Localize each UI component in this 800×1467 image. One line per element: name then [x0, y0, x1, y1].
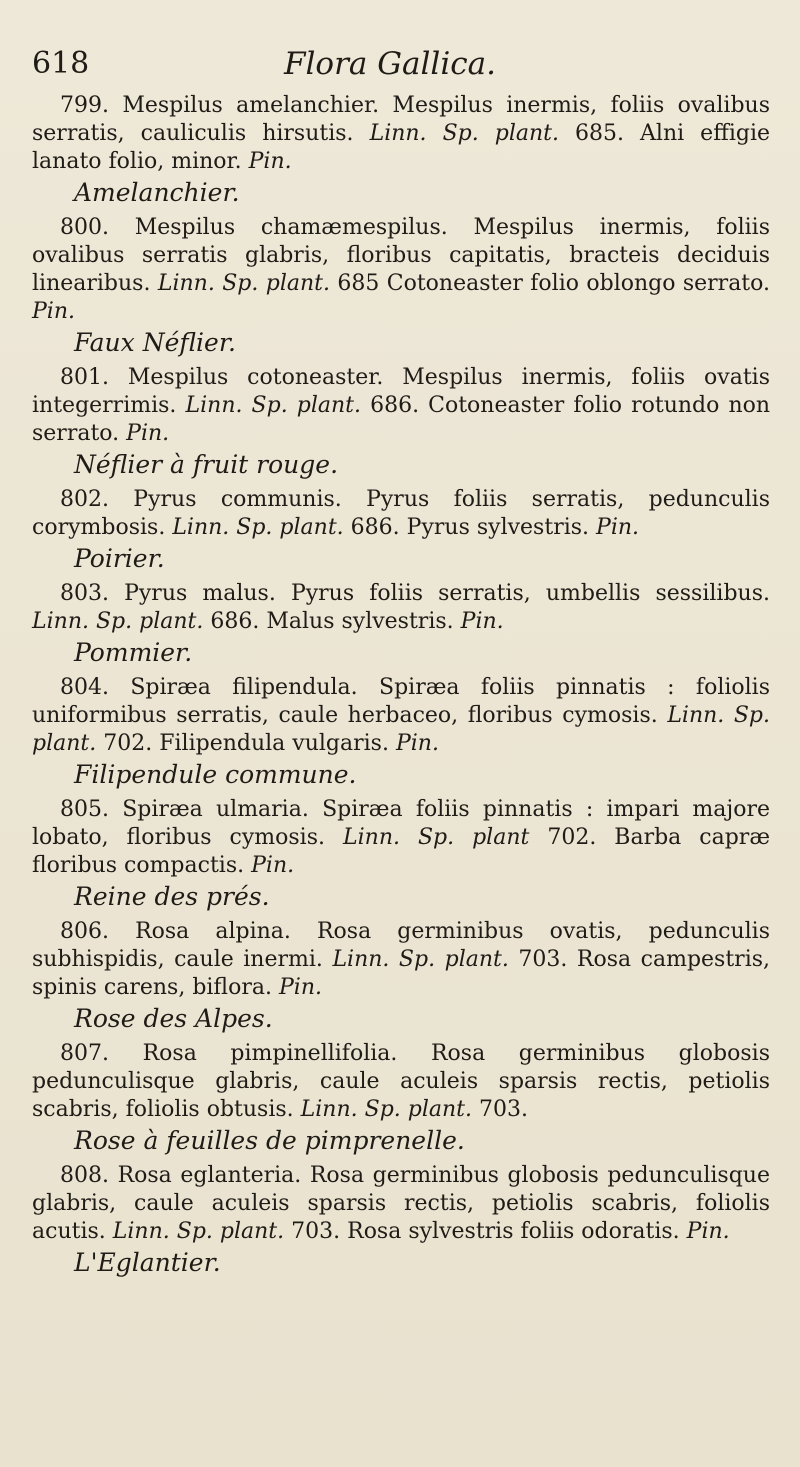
synonym-author: Pin.	[126, 421, 170, 446]
entry-number: 803.	[60, 581, 109, 606]
linnaeus-reference: Linn. Sp. plant.	[332, 947, 509, 972]
synonym-author: Pin.	[395, 731, 439, 756]
entry-808	[32, 1162, 770, 1280]
entry-text	[32, 1162, 770, 1246]
entry-text	[32, 580, 770, 636]
entry-text	[32, 674, 770, 758]
entry-number: 800.	[60, 215, 109, 240]
linnaeus-reference: Linn. Sp. plant.	[32, 703, 770, 756]
entry-805	[32, 796, 770, 914]
synonym-author: Pin.	[686, 1219, 730, 1244]
synonym-author: Pin.	[248, 149, 292, 174]
entry-806	[32, 918, 770, 1036]
common-name: Pommier.	[74, 638, 193, 667]
entry-803	[32, 580, 770, 670]
reference-page: 703.	[518, 947, 568, 972]
synonym: Cotoneaster folio oblongo serrato.	[386, 271, 771, 296]
linnaeus-reference: Linn. Sp. plant.	[300, 1097, 473, 1122]
reference-page: 686.	[210, 609, 260, 634]
reference-page: 685.	[575, 121, 624, 146]
common-name: Rose à feuilles de pimprenelle.	[74, 1126, 465, 1155]
reference-page: 702.	[547, 825, 597, 850]
synonym-author: Pin.	[32, 299, 76, 324]
running-title: Flora Gallica.	[284, 46, 496, 82]
entry-description: Rosa pimpinellifolia. Rosa germinibus globosis pedunculisque glabris, caule aculeis sparsis rectis, petiolis scabris, foliolis obtusis.	[32, 1041, 770, 1122]
synonym: Malus sylvestris.	[266, 609, 454, 634]
entry-number: 802.	[60, 487, 109, 512]
entry-description: Spiræa filipendula. Spiræa foliis pinnatis : foliolis uniformibus serratis, caule herbaceo, floribus cymosis.	[32, 675, 770, 728]
linnaeus-reference: Linn. Sp. plant.	[185, 393, 361, 418]
synonym-author: Pin.	[596, 515, 640, 540]
entry-text	[32, 1040, 770, 1124]
reference-page: 702.	[103, 731, 153, 756]
entry-804	[32, 674, 770, 792]
linnaeus-reference: Linn. Sp. plant.	[157, 271, 330, 296]
entry-text	[32, 364, 770, 448]
linnaeus-reference: Linn. Sp. plant.	[172, 515, 344, 540]
synonym: Barba capræ floribus compactis.	[32, 825, 770, 878]
entry-801	[32, 364, 770, 482]
entry-number: 808.	[60, 1163, 109, 1188]
synonym: Cotoneaster folio rotundo non serrato.	[32, 393, 771, 446]
entry-text	[32, 486, 770, 542]
entry-description: Pyrus communis. Pyrus foliis serratis, pedunculis corymbosis.	[32, 487, 770, 540]
entry-description: Mespilus chamæmespilus. Mespilus inermis, foliis ovalibus serratis glabris, floribus capitatis, bracteis deciduis linearibus.	[32, 215, 770, 296]
entry-807	[32, 1040, 770, 1158]
linnaeus-reference: Linn. Sp. plant.	[369, 121, 559, 146]
page-header	[32, 46, 772, 92]
common-name: Rose des Alpes.	[74, 1004, 273, 1033]
reference-page: 703.	[291, 1219, 341, 1244]
entry-description: Mespilus amelanchier. Mespilus inermis, foliis ovalibus serratis, cauliculis hirsutis.	[32, 93, 770, 146]
entry-number: 807.	[60, 1041, 109, 1066]
linnaeus-reference: Linn. Sp. plant.	[112, 1219, 285, 1244]
entry-text	[32, 214, 770, 326]
common-name: Poirier.	[74, 544, 165, 573]
entry-text	[32, 92, 770, 176]
entry-number: 806.	[60, 919, 109, 944]
common-name: Filipendule commune.	[74, 760, 357, 789]
reference-page: 686.	[370, 393, 420, 418]
entry-number: 804.	[60, 675, 109, 700]
common-name: Amelanchier.	[74, 178, 240, 207]
reference-page: 686.	[350, 515, 400, 540]
synonym-author: Pin.	[460, 609, 504, 634]
common-name: L'Eglantier.	[74, 1248, 221, 1277]
entry-802	[32, 486, 770, 576]
entry-number: 801.	[60, 365, 109, 390]
entry-list	[32, 92, 770, 1284]
synonym-author: Pin.	[251, 853, 295, 878]
common-name: Néflier à fruit rouge.	[74, 450, 339, 479]
reference-page: 703.	[479, 1097, 528, 1122]
entry-text	[32, 918, 770, 1002]
common-name: Faux Néflier.	[74, 328, 236, 357]
synonym: Pyrus sylvestris.	[406, 515, 590, 540]
entry-description: Rosa eglanteria. Rosa germinibus globosis pedunculisque glabris, caule aculeis sparsis rectis, petiolis scabris, foliolis acutis.	[32, 1163, 770, 1244]
entry-number: 805.	[60, 797, 109, 822]
entry-number: 799.	[60, 93, 109, 118]
linnaeus-reference: Linn. Sp. plant	[343, 825, 530, 850]
synonym: Filipendula vulgaris.	[159, 731, 389, 756]
synonym: Alni effigie lanato folio, minor.	[32, 121, 771, 174]
page-number: 618	[32, 46, 90, 81]
synonym: Rosa campestris, spinis carens, biflora.	[32, 947, 771, 1000]
linnaeus-reference: Linn. Sp. plant.	[32, 609, 204, 634]
entry-description: Mespilus cotoneaster. Mespilus inermis, foliis ovatis integerrimis.	[32, 365, 770, 418]
entry-800	[32, 214, 770, 360]
common-name: Reine des prés.	[74, 882, 270, 911]
entry-text	[32, 796, 770, 880]
synonym-author: Pin.	[278, 975, 322, 1000]
reference-page: 685	[337, 271, 380, 296]
entry-description: Spiræa ulmaria. Spiræa foliis pinnatis : impari majore lobato, floribus cymosis.	[32, 797, 770, 850]
entry-description: Pyrus malus. Pyrus foliis serratis, umbellis sessilibus.	[124, 581, 770, 606]
entry-799	[32, 92, 770, 210]
entry-description: Rosa alpina. Rosa germinibus ovatis, pedunculis subhispidis, caule inermi.	[32, 919, 770, 972]
synonym: Rosa sylvestris foliis odoratis.	[347, 1219, 680, 1244]
